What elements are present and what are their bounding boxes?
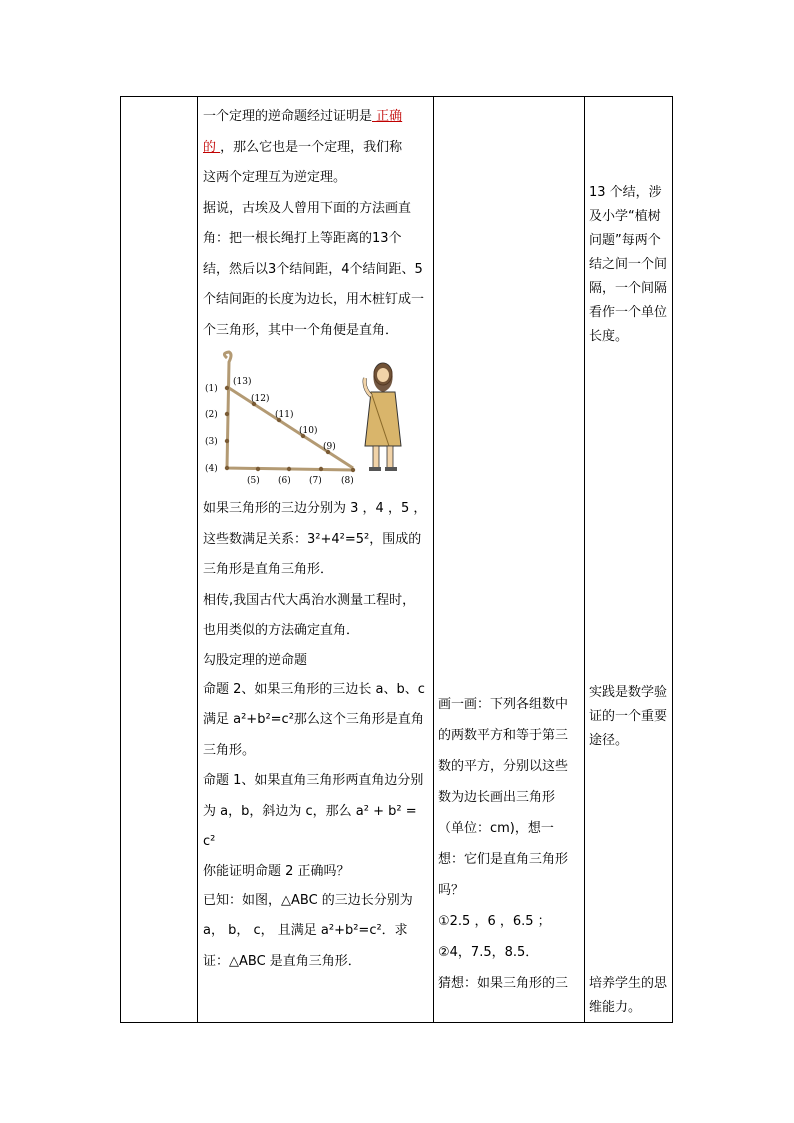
knot-label: (2) bbox=[205, 410, 218, 420]
conjecture: 猜想：如果三角形的三 bbox=[438, 976, 569, 991]
text: 一个定理的逆命题经过证明是 bbox=[203, 109, 373, 124]
knot-label: (10) bbox=[299, 426, 318, 436]
lesson-table bbox=[120, 96, 673, 1023]
knot-label: (7) bbox=[309, 476, 322, 486]
knot-label: (6) bbox=[278, 476, 291, 486]
content-column bbox=[197, 97, 433, 1022]
knot-label: (5) bbox=[247, 476, 260, 486]
number-set-2: ②4，7.5，8.5． bbox=[438, 945, 539, 960]
egyptian-figure-illustration bbox=[365, 363, 401, 471]
knot-label: (11) bbox=[275, 410, 294, 420]
paragraph-egypt: 据说，古埃及人曾用下面的方法画直角：把一根长绳打上等距离的13个结，然后以3个结间距，4个结间距、5个结间距的长度为边长，用木桩钉成一个三角形，其中一个角便是直角． bbox=[203, 200, 425, 338]
question: 你能证明命题 2 正确吗？ bbox=[203, 863, 350, 879]
text: ，那么它也是一个定理，我们称 bbox=[220, 139, 403, 155]
knot-label: (8) bbox=[341, 476, 354, 486]
number-set-1: ①2.5 ，6 ，6.5 ； bbox=[438, 914, 551, 929]
knot-label: (4) bbox=[205, 464, 218, 474]
proposition-1: 命题 1、如果直角三角形两直角边分别为 a，b，斜边为 c，那么 a² + b² = c² bbox=[203, 773, 424, 849]
knot-label: (13) bbox=[233, 377, 252, 387]
knot-label: (1) bbox=[205, 384, 218, 394]
note-thinking: 培养学生的思维能力。 bbox=[589, 976, 668, 1015]
rope-hypotenuse bbox=[229, 388, 353, 468]
paragraph-dayu: 相传,我国古代大禹治水测量工程时，也用类似的方法确定直角． bbox=[203, 592, 416, 638]
rope-triangle-diagram bbox=[203, 348, 423, 488]
underlined-answer: 正确 bbox=[372, 109, 403, 124]
given-prove: 已知：如图，△ABC 的三边长分别为 a， b， c， 且满足 a²+b²=c²．求证：△ABC 是直角三角形． bbox=[203, 892, 417, 969]
activity-column bbox=[433, 97, 584, 1022]
rope-triangle-figure bbox=[203, 348, 423, 488]
paragraph-345: 如果三角形的三边分别为 3 ，4 ，5 ，这些数满足关系：3²+4²=5²，围成的三角形是直角三角形． bbox=[203, 501, 427, 577]
notes-column bbox=[584, 97, 674, 1022]
knot-label: (9) bbox=[323, 442, 336, 452]
knot-label: (12) bbox=[251, 394, 270, 404]
underlined-answer: 的 bbox=[203, 139, 221, 155]
knot-label: (3) bbox=[205, 437, 218, 447]
proposition-2: 命题 2、如果三角形的三边长 a、b、c 满足 a²+b²=c²那么这个三角形是直角三角形。 bbox=[203, 681, 430, 758]
note-practice: 实践是数学验证的一个重要途径。 bbox=[589, 685, 668, 748]
paragraph-converse-theorem bbox=[203, 102, 427, 194]
section-heading: 勾股定理的逆命题 bbox=[203, 652, 308, 668]
draw-activity: 画一画：下列各组数中的两数平方和等于第三数的平方，分别以这些数为边长画出三角形（单位：cm)，想一想：它们是直角三角形吗？ bbox=[438, 697, 569, 898]
text: 这两个定理互为逆定理。 bbox=[203, 170, 347, 185]
note-knots: 13 个结，涉及小学“植树问题”每两个结之间一个间隔，一个间隔看作一个单位长度。 bbox=[589, 185, 668, 344]
